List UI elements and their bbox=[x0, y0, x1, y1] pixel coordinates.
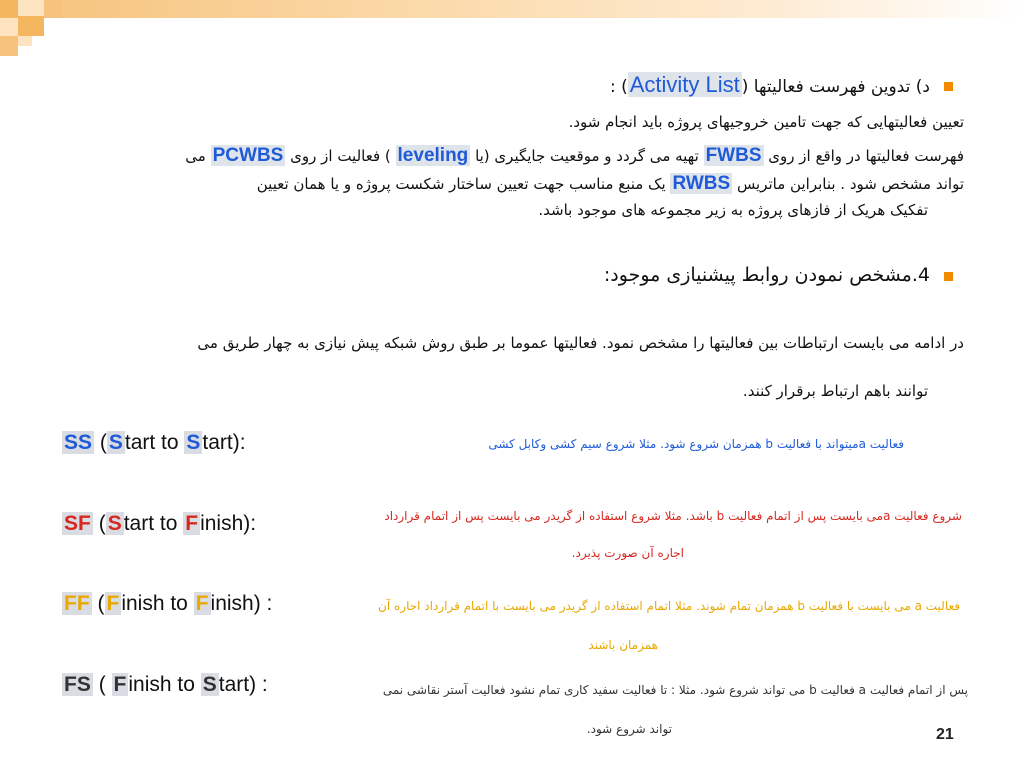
relation-fs-desc-line2: تواند شروع شود. bbox=[586, 722, 672, 736]
para1-line3: تواند مشخص شود . بنابراین ماتریس RWBS یک منبع مناسب جهت تعیین ساختار شکست پروژه و یا همان تعیین bbox=[256, 173, 964, 194]
relation-fs-label: FS ( Finish to Start) : bbox=[64, 673, 268, 696]
decor-square bbox=[0, 36, 18, 56]
decor-square bbox=[44, 0, 62, 18]
fwbs-term: FWBS bbox=[705, 145, 762, 166]
decor-square bbox=[18, 16, 44, 36]
decor-square bbox=[0, 0, 18, 18]
relation-ff-label: FF (Finish to Finish) : bbox=[64, 592, 273, 615]
leveling-term: leveling bbox=[397, 145, 469, 166]
para1-line1: تعیین فعالیتهایی که جهت تامین خروجیهای پروژه باید انجام شود. bbox=[568, 113, 964, 131]
decor-square bbox=[18, 0, 44, 16]
para1-line4: تفکیک هریک از فازهای پروژه به زیر مجموعه های موجود باشد. bbox=[538, 201, 928, 219]
relation-fs-desc-line1: پس از اتمام فعالیت a فعالیت b می تواند شروع شود. مثلا : تا فعالیت سفید کاری تمام نشود فعالیت آستر نقاشی نمی bbox=[382, 683, 968, 697]
bullet-icon bbox=[944, 82, 953, 91]
pcwbs-term: PCWBS bbox=[212, 145, 284, 166]
rwbs-term: RWBS bbox=[672, 173, 731, 194]
header-gradient-bar bbox=[0, 0, 1024, 18]
decor-square bbox=[0, 18, 18, 36]
relation-sf-desc-line2: اجاره آن صورت پذیرد. bbox=[571, 546, 684, 560]
bullet-icon bbox=[944, 272, 953, 281]
heading-prerequisites: 4.مشخص نمودن روابط پیشنیازی موجود: bbox=[603, 264, 930, 286]
heading-activity-list: د) تدوین فهرست فعالیتها (Activity List) : bbox=[609, 72, 930, 97]
relation-ss-desc: فعالیت aمیتواند با فعالیت b همزمان شروع شود. مثلا شروع سیم کشی وکابل کشی bbox=[488, 437, 904, 451]
para2-line1: در ادامه می بایست ارتباطات بین فعالیتها را مشخص نمود. فعالیتها عموما بر طبق روش شبکه پیش نیازی به چهار طریق می bbox=[197, 334, 964, 352]
para1-line2: فهرست فعالیتها در واقع از روی FWBS تهیه می گردد و موقعیت جایگیری (یا leveling ) فعالیت از روی PCWBS می bbox=[185, 145, 964, 166]
relation-ff-desc-line2: همزمان باشند bbox=[588, 638, 658, 652]
relation-sf-label: SF (Start to Finish): bbox=[64, 512, 257, 535]
relation-sf-desc-line1: شروع فعالیت aمی بایست پس از اتمام فعالیت b باشد. مثلا شروع استفاده از گریدر می بایست پس از اتمام قرارداد bbox=[384, 509, 962, 523]
page-number: 21 bbox=[936, 726, 954, 743]
relation-ff-desc-line1: فعالیت a می بایست با فعالیت b همزمان تمام شوند. مثلا اتمام استفاده از گریدر می بایست با اتمام قرارداد اجاره آن bbox=[378, 599, 960, 613]
activity-list-term: Activity List bbox=[629, 72, 740, 97]
relation-ss-label: SS (Start to Start): bbox=[64, 431, 246, 454]
decor-square bbox=[18, 36, 32, 46]
para2-line2: توانند باهم ارتباط برقرار کنند. bbox=[742, 382, 928, 400]
